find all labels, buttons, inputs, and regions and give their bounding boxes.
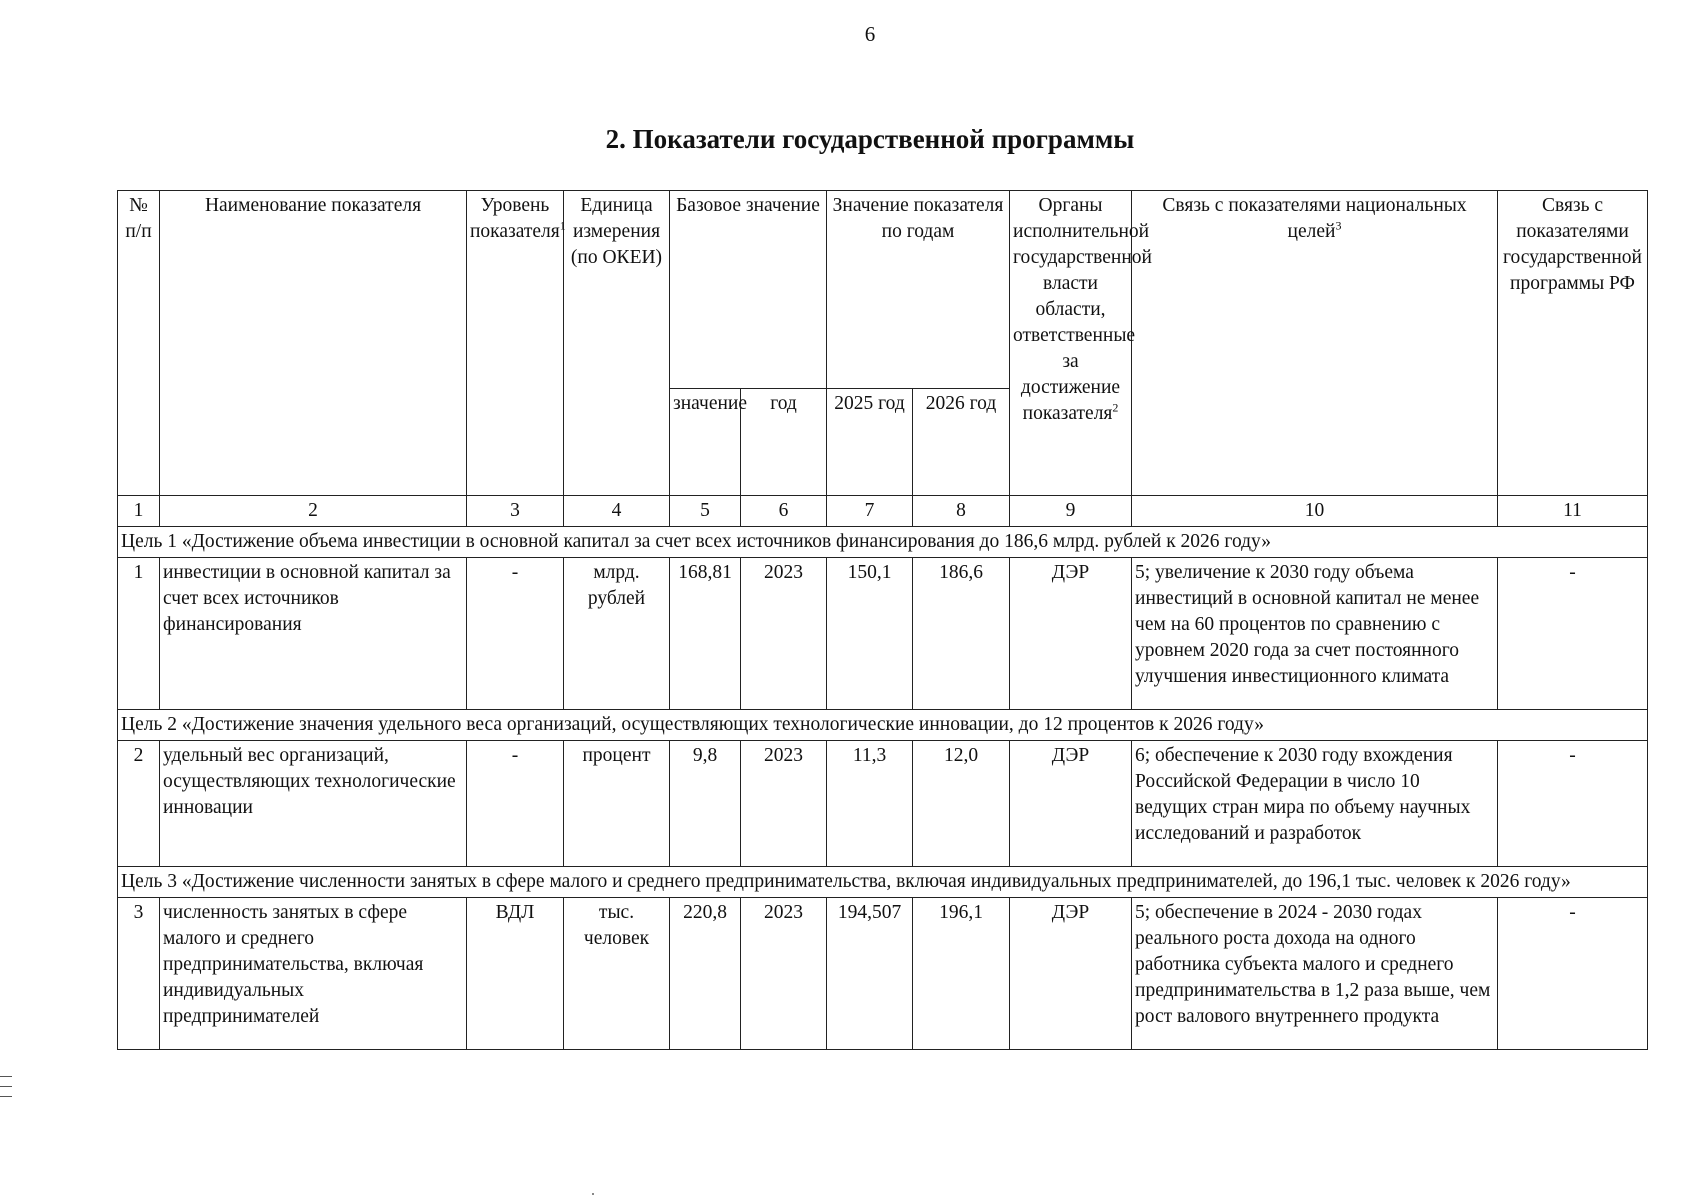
header-authority-text: Органы исполнительной государственной власти области, ответственные за достижение показателя (1013, 195, 1152, 424)
row-name: удельный вес организаций, осуществляющих технологические инновации (160, 741, 467, 867)
margin-mark (0, 1076, 12, 1077)
row-state-program-link: - (1498, 558, 1648, 710)
row-base-value: 168,81 (670, 558, 741, 710)
row-national-link: 5; обеспечение в 2024 - 2030 годах реального роста дохода на одного работника субъекта малого и среднего предпринимательства в 1,2 раза выше, чем рост валового внутреннего продукта (1132, 898, 1498, 1050)
column-number: 8 (913, 496, 1010, 527)
row-value-2025: 150,1 (827, 558, 913, 710)
row-level: - (467, 558, 564, 710)
indicator-row (118, 898, 1648, 1050)
row-value-2025: 11,3 (827, 741, 913, 867)
row-no: 3 (118, 898, 160, 1050)
row-value-2026: 186,6 (913, 558, 1010, 710)
footnote-3: 3 (1335, 218, 1342, 233)
header-national-goals (1132, 191, 1498, 496)
column-number: 6 (741, 496, 827, 527)
header-state-program: Связь с показателями государственной программы РФ (1498, 191, 1648, 496)
header-no: № п/п (118, 191, 160, 496)
column-number: 7 (827, 496, 913, 527)
indicators-table (117, 190, 1648, 1050)
row-value-2026: 12,0 (913, 741, 1010, 867)
row-name: инвестиции в основной капитал за счет всех источников финансирования (160, 558, 467, 710)
header-base-value: значение (670, 388, 741, 495)
row-no: 1 (118, 558, 160, 710)
row-value-2026: 196,1 (913, 898, 1010, 1050)
page-title: 2. Показатели государственной программы (605, 124, 1135, 154)
header-authority (1010, 191, 1152, 496)
column-number: 3 (467, 496, 564, 527)
header-row-1 (118, 191, 1648, 389)
goal-text: Цель 1 «Достижение объема инвестиции в основной капитал за счет всех источников финансирования до 186,6 млрд. рублей к 2026 году» (118, 527, 1648, 558)
row-base-value: 9,8 (670, 741, 741, 867)
header-year-2025: 2025 год (827, 388, 913, 495)
scan-speck (592, 1193, 594, 1195)
margin-mark (0, 1086, 12, 1087)
row-value-2025: 194,507 (827, 898, 913, 1050)
row-authority: ДЭР (1010, 898, 1132, 1050)
row-name: численность занятых в сфере малого и среднего предпринимательства, включая индивидуальных предпринимателей (160, 898, 467, 1050)
header-level-text: Уровень показателя (470, 195, 560, 242)
header-name: Наименование показателя (160, 191, 467, 496)
header-target: Значение показателя по годам (827, 191, 1010, 389)
goal-text: Цель 2 «Достижение значения удельного веса организаций, осуществляющих технологические инновации, до 12 процентов к 2026 году» (118, 710, 1648, 741)
row-base-year: 2023 (741, 558, 827, 710)
goal-row (118, 867, 1648, 898)
header-national-goals-text: Связь с показателями национальных целей (1162, 195, 1467, 242)
margin-marks (0, 1076, 12, 1106)
row-level: - (467, 741, 564, 867)
column-number: 2 (160, 496, 467, 527)
column-number: 4 (564, 496, 670, 527)
goal-text: Цель 3 «Достижение численности занятых в сфере малого и среднего предпринимательства, включая индивидуальных предпринимателей, до 196,1 тыс. человек к 2026 году» (118, 867, 1648, 898)
goal-row (118, 710, 1648, 741)
indicator-row (118, 741, 1648, 867)
row-national-link: 5; увеличение к 2030 году объема инвестиций в основной капитал не менее чем на 60 процентов по сравнению с уровнем 2020 года за счет постоянного улучшения инвестиционного климата (1132, 558, 1498, 710)
footnote-1: 1 (559, 218, 566, 233)
column-number: 1 (118, 496, 160, 527)
row-no: 2 (118, 741, 160, 867)
row-base-year: 2023 (741, 898, 827, 1050)
margin-mark (0, 1096, 12, 1097)
column-number: 11 (1498, 496, 1648, 527)
column-number: 9 (1010, 496, 1132, 527)
page-number: 6 (864, 22, 876, 46)
row-state-program-link: - (1498, 741, 1648, 867)
row-base-value: 220,8 (670, 898, 741, 1050)
row-authority: ДЭР (1010, 741, 1132, 867)
row-unit: млрд. рублей (564, 558, 670, 710)
indicator-row (118, 558, 1648, 710)
row-state-program-link: - (1498, 898, 1648, 1050)
row-unit: процент (564, 741, 670, 867)
column-number: 5 (670, 496, 741, 527)
header-base-year: год (741, 388, 827, 495)
header-base: Базовое значение (670, 191, 827, 389)
footnote-2: 2 (1112, 400, 1119, 415)
row-base-year: 2023 (741, 741, 827, 867)
header-unit: Единица измерения (по ОКЕИ) (564, 191, 670, 496)
goal-row (118, 527, 1648, 558)
row-level: ВДЛ (467, 898, 564, 1050)
row-national-link: 6; обеспечение к 2030 году вхождения Российской Федерации в число 10 ведущих стран мира по объему научных исследований и разработок (1132, 741, 1498, 867)
column-number-row (118, 496, 1648, 527)
column-number: 10 (1132, 496, 1498, 527)
header-level (467, 191, 564, 496)
header-year-2026: 2026 год (913, 388, 1010, 495)
row-unit: тыс. человек (564, 898, 670, 1050)
row-authority: ДЭР (1010, 558, 1132, 710)
